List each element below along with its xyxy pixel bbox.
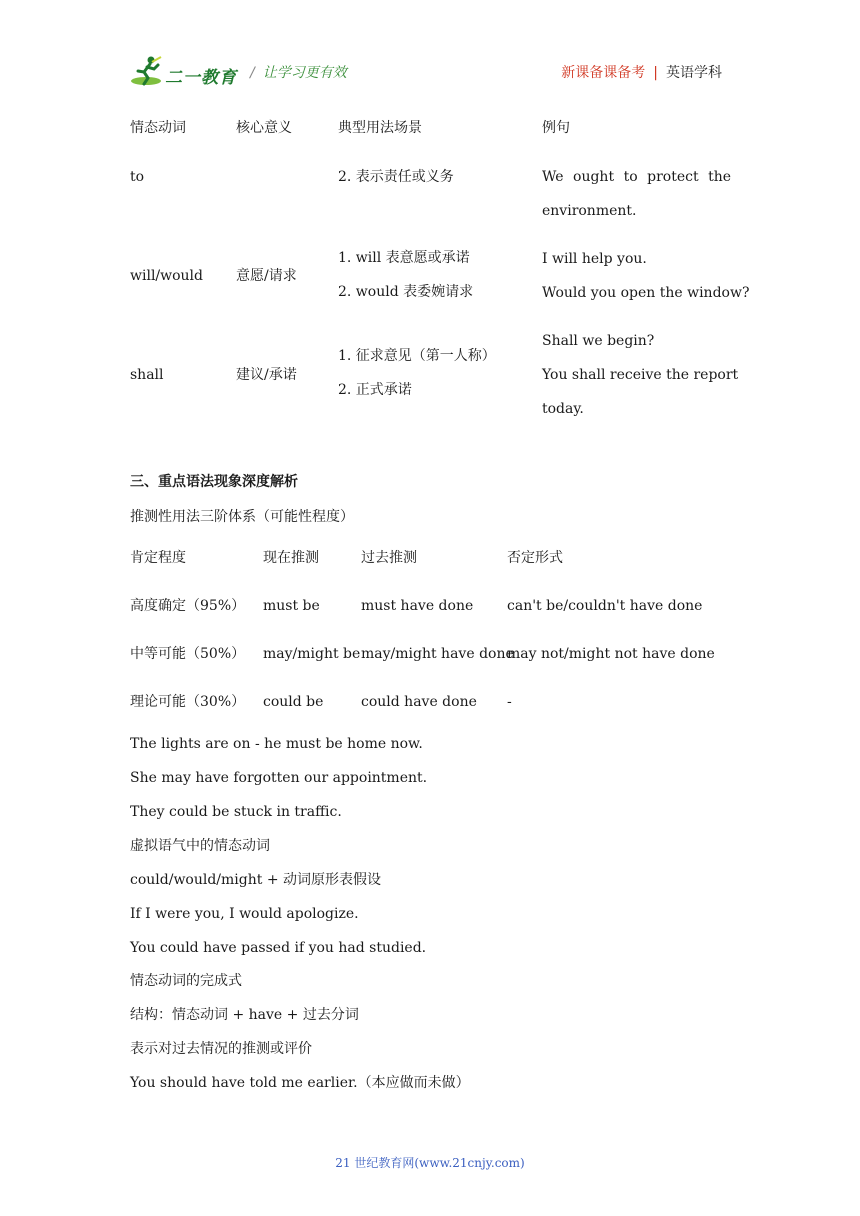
- subheading: 情态动词的完成式: [130, 973, 242, 989]
- rule-text: 表示对过去情况的推测或评价: [130, 1041, 312, 1057]
- table-cell-verb: will/would: [130, 268, 204, 284]
- slogan: [250, 62, 347, 82]
- table-header-usage: 典型用法场景: [338, 120, 422, 136]
- example-sentence: You could have passed if you had studied.: [130, 940, 427, 956]
- table-cell-example: Shall we begin?: [542, 333, 655, 349]
- table-cell-example: I will help you.: [542, 251, 647, 267]
- table-cell-meaning: 意愿/请求: [236, 268, 297, 284]
- table-cell-example-cont: environment.: [542, 203, 637, 219]
- slogan-text: 让学习更有效: [262, 65, 347, 81]
- table-cell-past: could have done: [361, 694, 477, 710]
- header-divider: |: [653, 65, 658, 81]
- table-header-present: 现在推测: [263, 550, 319, 566]
- table-cell-negative: may not/might not have done: [507, 646, 715, 662]
- table-cell-negative: can't be/couldn't have done: [507, 598, 703, 614]
- section-title: 三、重点语法现象深度解析: [130, 474, 298, 490]
- table-cell-usage: 2. would 表委婉请求: [338, 284, 474, 300]
- example-sentence: The lights are on - he must be home now.: [130, 736, 423, 752]
- table-cell-usage: 2. 正式承诺: [338, 382, 412, 398]
- logo-text: 二一教育: [165, 68, 237, 88]
- rule-text: 结构：情态动词 + have + 过去分词: [130, 1007, 359, 1023]
- table-cell-negative: -: [507, 694, 512, 710]
- header-course: 新课备课备考: [561, 65, 646, 81]
- table-cell-meaning: 建议/承诺: [236, 367, 297, 383]
- page-header: [130, 54, 730, 90]
- example-sentence: If I were you, I would apologize.: [130, 906, 359, 922]
- table-cell-example: You shall receive the report: [542, 367, 739, 383]
- table-cell-example: We ought to protect the: [542, 169, 731, 185]
- table-header-meaning: 核心意义: [236, 120, 292, 136]
- table-cell-present: must be: [263, 598, 320, 614]
- rule-text: could/would/might + 动词原形表假设: [130, 872, 382, 888]
- table-cell-usage: 1. 征求意见（第一人称）: [338, 348, 496, 364]
- table-header-past: 过去推测: [361, 550, 417, 566]
- table-header-certainty: 肯定程度: [130, 550, 186, 566]
- header-subject-name: 英语学科: [666, 65, 722, 81]
- runner-logo-icon: [130, 54, 164, 88]
- table-cell-certainty: 中等可能（50%）: [130, 646, 246, 662]
- example-sentence: She may have forgotten our appointment.: [130, 770, 428, 786]
- table-cell-verb: to: [130, 169, 145, 185]
- table-cell-certainty: 理论可能（30%）: [130, 694, 246, 710]
- table-cell-example-cont: today.: [542, 401, 584, 417]
- table-cell-verb: shall: [130, 367, 164, 383]
- table-cell-past: may/might have done: [361, 646, 514, 662]
- slogan-slash: /: [250, 65, 255, 81]
- section-subtitle: 推测性用法三阶体系（可能性程度）: [130, 509, 354, 525]
- subheading: 虚拟语气中的情态动词: [130, 838, 270, 854]
- table-cell-past: must have done: [361, 598, 474, 614]
- example-sentence: They could be stuck in traffic.: [130, 804, 342, 820]
- table-cell-usage: 1. will 表意愿或承诺: [338, 250, 470, 266]
- table-cell-present: may/might be: [263, 646, 361, 662]
- table-cell-present: could be: [263, 694, 324, 710]
- header-subject: [561, 62, 722, 82]
- table-header-example: 例句: [542, 120, 570, 136]
- table-cell-usage: 2. 表示责任或义务: [338, 169, 454, 185]
- table-header-verb: 情态动词: [130, 120, 186, 136]
- footer-link[interactable]: 21 世纪教育网(www.21cnjy.com): [335, 1156, 525, 1170]
- example-sentence: You should have told me earlier.（本应做而未做）: [130, 1075, 470, 1091]
- logo: [130, 54, 245, 88]
- table-cell-example: Would you open the window?: [542, 285, 750, 301]
- table-cell-certainty: 高度确定（95%）: [130, 598, 246, 614]
- table-header-negative: 否定形式: [507, 550, 563, 566]
